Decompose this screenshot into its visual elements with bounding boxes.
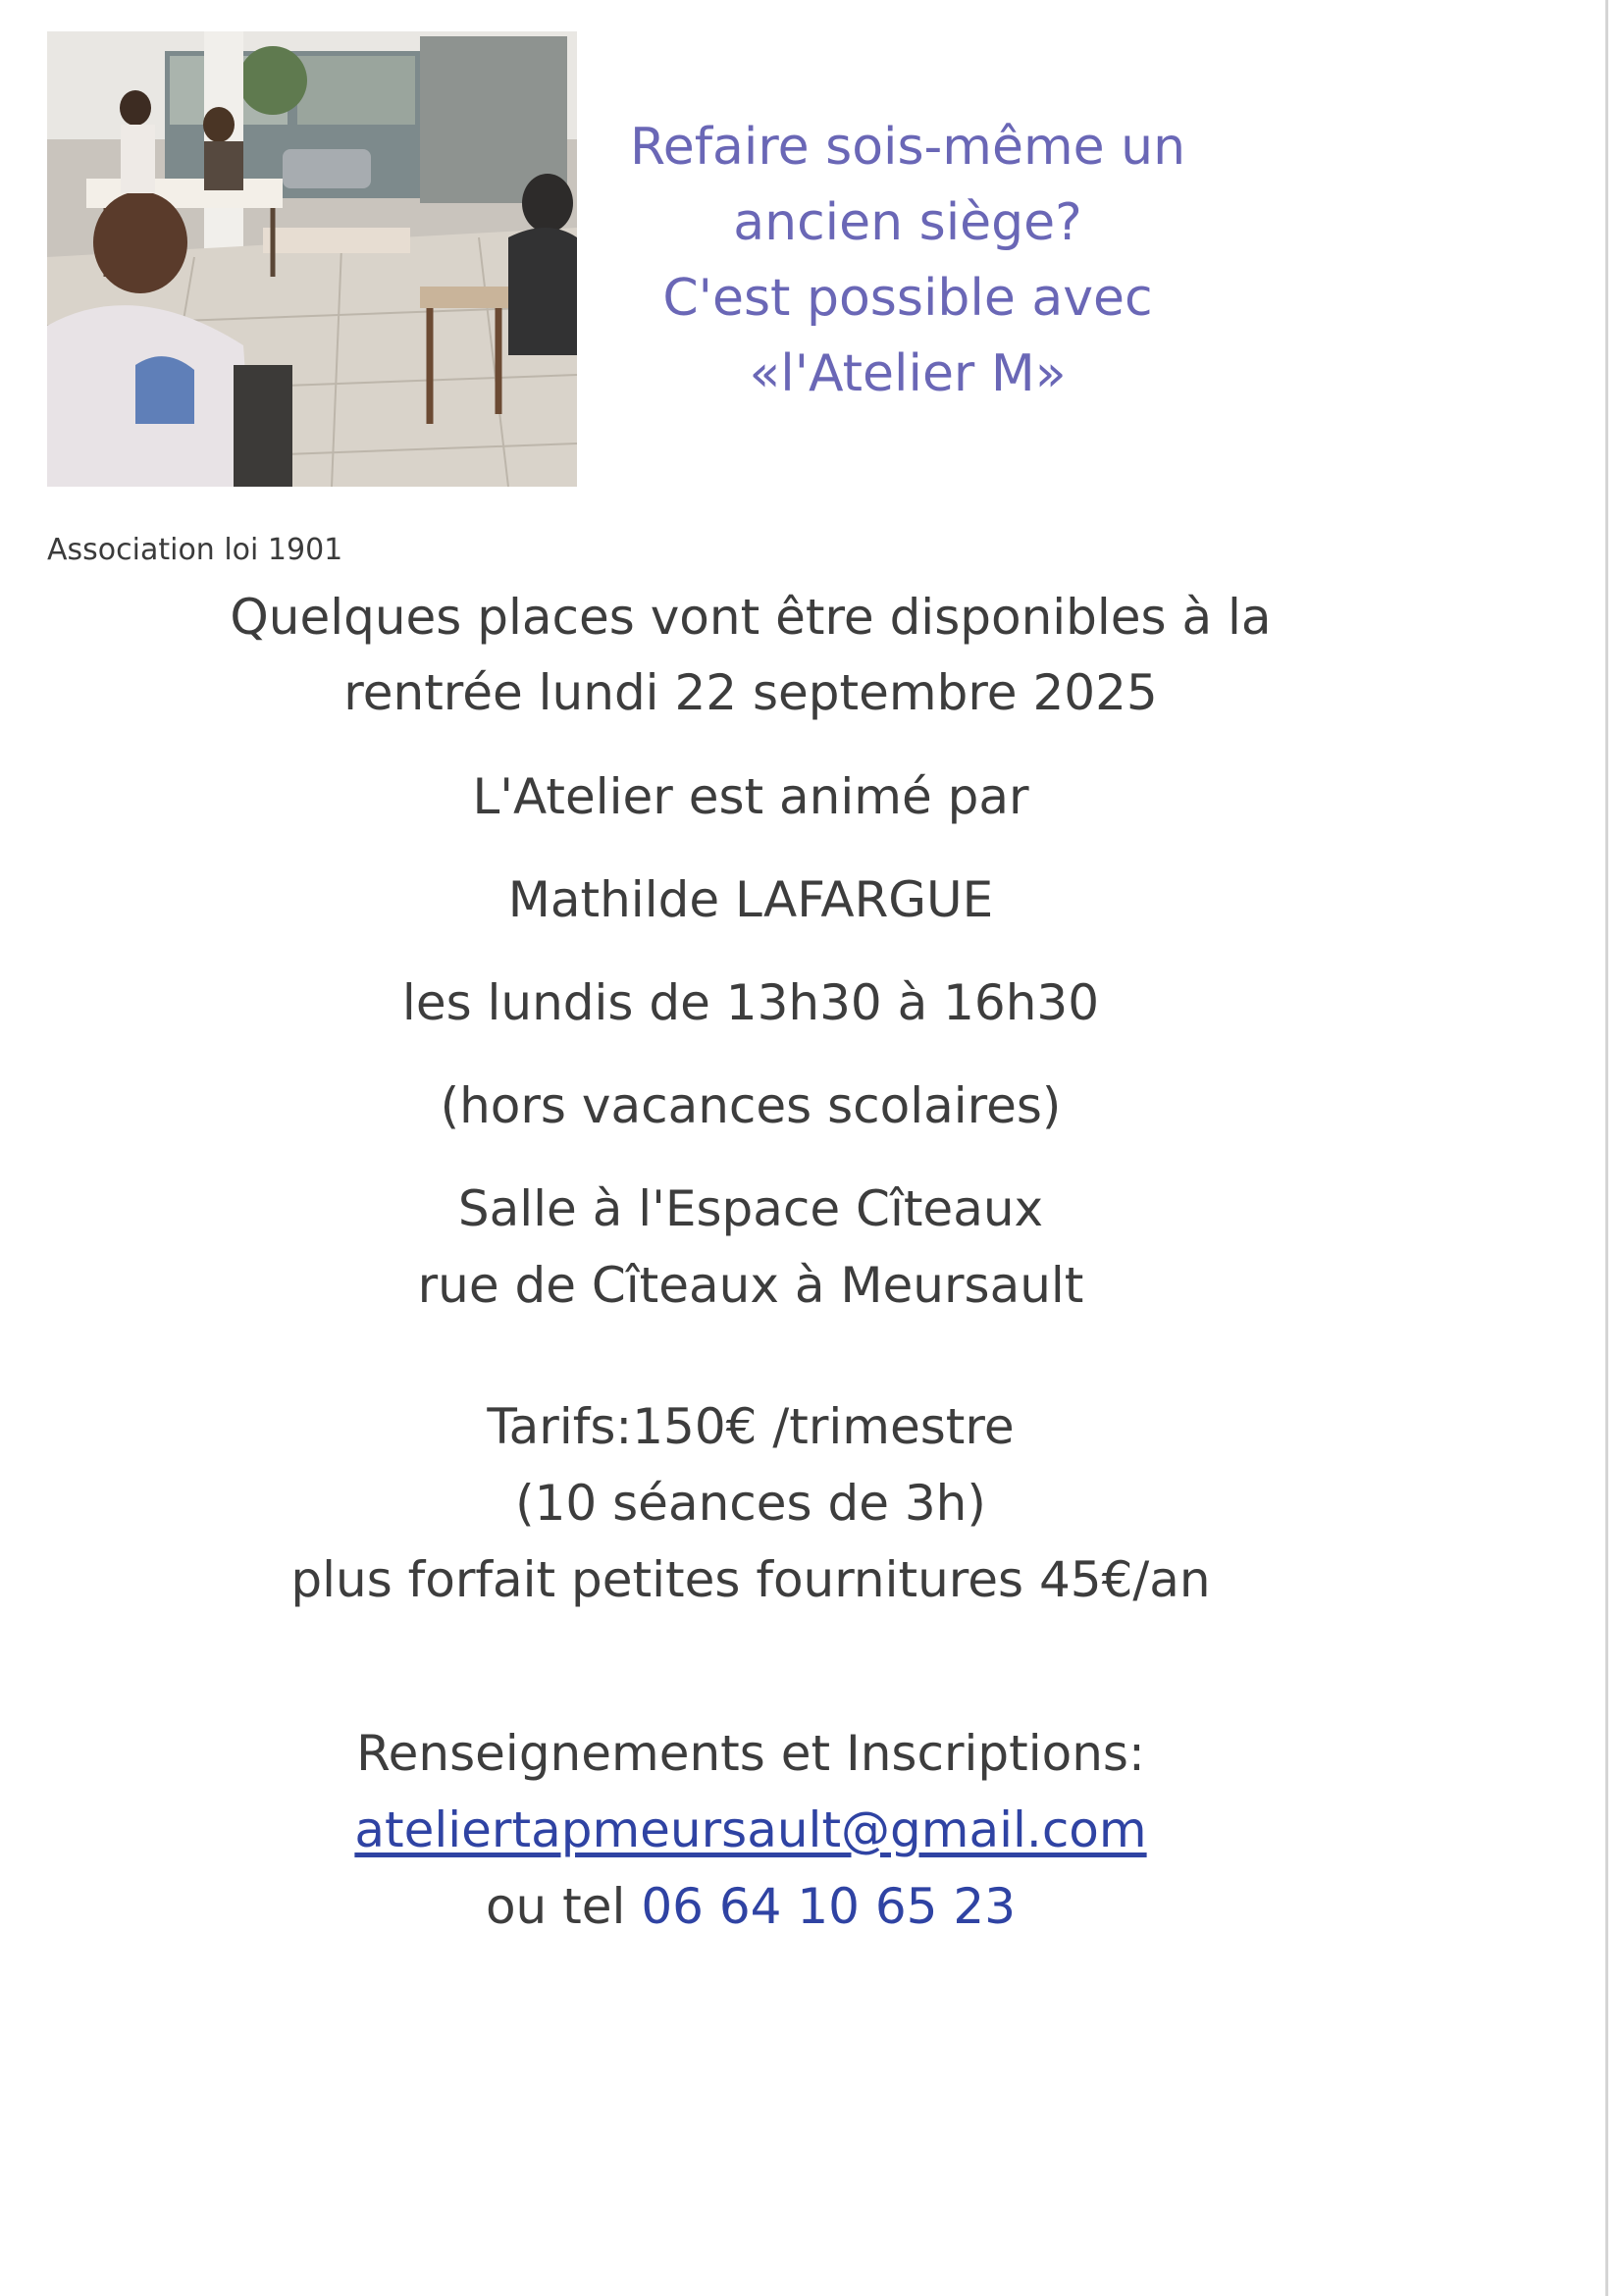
headline-line-4: «l'Atelier M» bbox=[749, 344, 1067, 403]
scan-edge-divider bbox=[1605, 0, 1608, 2296]
schedule-note: (hors vacances scolaires) bbox=[440, 1077, 1062, 1134]
headline bbox=[589, 110, 1227, 412]
contact-phone-row bbox=[0, 1878, 1501, 1935]
contact-heading: Renseignements et Inscriptions: bbox=[356, 1725, 1145, 1782]
contact-email-row bbox=[0, 1801, 1501, 1858]
phone-prefix: ou tel bbox=[485, 1878, 626, 1935]
workshop-photo bbox=[47, 31, 577, 487]
schedule-time: les lundis de 13h30 à 16h30 bbox=[401, 974, 1100, 1031]
animator-intro: L'Atelier est animé par bbox=[472, 768, 1029, 825]
availability-line-2: rentrée lundi 22 septembre 2025 bbox=[343, 664, 1158, 721]
headline-line-3: C'est possible avec bbox=[662, 269, 1153, 328]
association-label: Association loi 1901 bbox=[47, 533, 343, 567]
workshop-photo-image bbox=[47, 31, 577, 487]
pricing-line-2: (10 séances de 3h) bbox=[515, 1475, 986, 1532]
location-line-2: rue de Cîteaux à Meursault bbox=[417, 1257, 1084, 1314]
location-line-1: Salle à l'Espace Cîteaux bbox=[457, 1180, 1044, 1237]
email-link[interactable]: ateliertapmeursault@gmail.com bbox=[354, 1801, 1147, 1858]
pricing-line-3: plus forfait petites fournitures 45€/an bbox=[290, 1551, 1211, 1608]
animator-name: Mathilde LAFARGUE bbox=[507, 871, 994, 928]
headline-line-1: Refaire sois-même un bbox=[629, 118, 1186, 177]
availability-line-1: Quelques places vont être disponibles à la bbox=[230, 589, 1272, 646]
phone-number[interactable]: 06 64 10 65 23 bbox=[641, 1878, 1017, 1935]
headline-line-2: ancien siège? bbox=[733, 193, 1082, 252]
pricing-line-1: Tarifs:150€ /trimestre bbox=[487, 1398, 1015, 1455]
